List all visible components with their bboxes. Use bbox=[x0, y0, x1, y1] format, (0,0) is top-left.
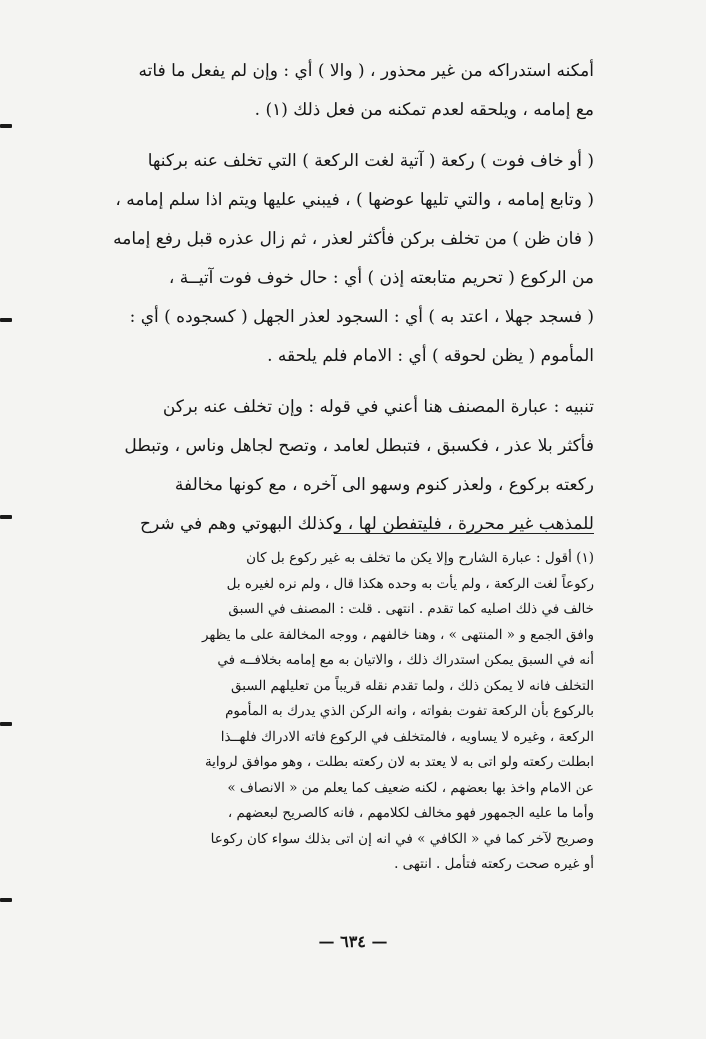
footnote bbox=[72, 546, 594, 878]
main-text bbox=[72, 52, 594, 544]
footnote-line: بالركوع بأن الركعة تفوت بفواته ، وانه الركن الذي يدرك به المأموم bbox=[225, 703, 594, 719]
footnote-separator bbox=[334, 533, 594, 534]
margin-mark bbox=[0, 722, 12, 726]
paragraph-gap bbox=[72, 376, 594, 388]
footnote-line: ركوعاً لغت الركعة ، ولم يأت به وحده هكذا قال ، ولم نره لغيره بل bbox=[226, 575, 594, 592]
footnote-line: خالف في ذلك اصليه كما تقدم . انتهى . قلت : المصنف في السبق bbox=[228, 601, 594, 617]
text-line: من الركوع ( تحريم متابعته إذن ) أي : حال خوف فوت آتيــة ، bbox=[168, 268, 594, 288]
text-line: للمذهب غير محررة ، فليتفطن لها ، وكذلك البهوتي وهم في شرح bbox=[140, 514, 594, 534]
text-line: المأموم ( يظن لحوقه ) أي : الامام فلم يلحقه . bbox=[267, 346, 594, 366]
text-line: مع إمامه ، ويلحقه لعدم تمكنه من فعل ذلك (١) . bbox=[254, 100, 594, 120]
footnote-line: وافق الجمع و « المنتهى » ، وهنا خالفهم ، ووجه المخالفة على ما يظهر bbox=[201, 626, 594, 643]
text-line: أمكنه استدراكه من غير محذور ، ( والا ) أي : وإن لم يفعل ما فاته bbox=[138, 61, 594, 81]
footnote-line: أنه في السبق يمكن استدراك ذلك ، والاتيان به مع إمامه بخلافــه في bbox=[217, 652, 594, 668]
footnote-line: الركعة ، وغيره لا يساويه ، فالمتخلف في الركوع فاته الادراك فلهــذا bbox=[220, 728, 594, 745]
paragraph bbox=[72, 52, 594, 130]
footnote-line: (١) أقول : عبارة الشارح وإلا يكن ما تخلف به غير ركوع بل كان bbox=[246, 550, 594, 566]
margin-mark bbox=[0, 124, 12, 128]
text-line: فأكثر بلا عذر ، فكسبق ، فتبطل لعامد ، وتصح لجاهل وناس ، وتبطل bbox=[124, 436, 594, 456]
paragraph bbox=[72, 142, 594, 376]
footnote-line: أو غيره صحت ركعته فتأمل . انتهى . bbox=[394, 856, 594, 872]
text-line: ( فسجد جهلا ، اعتد به ) أي : السجود لعذر الجهل ( كسجوده ) أي : bbox=[129, 307, 594, 327]
margin-mark bbox=[0, 318, 12, 322]
text-line: ( وتابع إمامه ، والتي تليها عوضها ) ، فيبني عليها ويتم اذا سلم إمامه ، bbox=[115, 190, 594, 210]
footnote-line: وأما ما عليه الجمهور فهو مخالف لكلامهم ، فانه كالصريح لبعضهم ، bbox=[227, 805, 594, 821]
text-line: ركعته بركوع ، ولعذر كنوم وسهو الى آخره ، مع كونها مخالفة bbox=[174, 475, 594, 495]
paragraph-gap bbox=[72, 130, 594, 142]
footnote-line: وصريح لآخر كما في « الكافي » في انه إن اتى بذلك سواء كان ركوعا bbox=[210, 830, 594, 847]
text-line: ( أو خاف فوت ) ركعة ( آتية لغت الركعة ) التي تخلف عنه بركنها bbox=[147, 151, 594, 171]
footnote-line: ابطلت ركعته ولو اتى به لا يعتد به لان ركعته بطلت ، وهو موافق لرواية bbox=[204, 754, 594, 770]
margin-mark bbox=[0, 515, 12, 519]
paragraph bbox=[72, 388, 594, 544]
margin-mark bbox=[0, 898, 12, 902]
text-line: ( فان ظن ) من تخلف بركن فأكثر لعذر ، ثم زال عذره قبل رفع إمامه bbox=[113, 229, 594, 249]
text-line: تنبيه : عبارة المصنف هنا أعني في قوله : وإن تخلف عنه بركن bbox=[162, 397, 594, 417]
page-number: — ٦٣٤ — bbox=[318, 932, 388, 951]
footnote-line: التخلف فانه لا يمكن ذلك ، ولما تقدم نقله قريباً من تعليلهم السبق bbox=[231, 677, 594, 694]
footnote-line: عن الامام واخذ بها بعضهم ، لكنه ضعيف كما يعلم من « الانصاف » bbox=[227, 779, 594, 796]
